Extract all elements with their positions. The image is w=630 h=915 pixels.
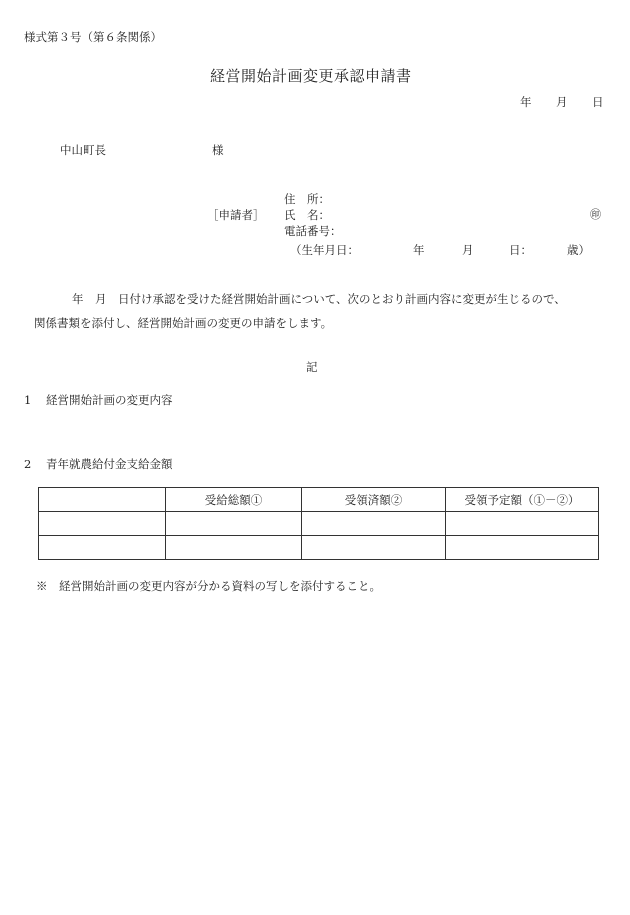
table-row (39, 512, 599, 536)
table-header-cell: 受給総額① (166, 488, 302, 512)
body-text-line2: 関係書類を添付し、経営開始計画の変更の申請をします。 (34, 316, 333, 330)
table-cell (446, 512, 599, 536)
birth-month: 月 (462, 243, 474, 257)
date-year-label: 年 (520, 95, 532, 109)
birth-year: 年 (413, 243, 425, 257)
addressee-honorific: 様 (212, 143, 224, 157)
date-day-label: 日 (592, 95, 604, 109)
table-cell (446, 536, 599, 560)
name-label: 氏 名： (284, 208, 330, 222)
table-cell (39, 536, 166, 560)
payment-table (38, 487, 599, 560)
table-cell (166, 512, 302, 536)
table-cell (302, 512, 446, 536)
table-row (39, 536, 599, 560)
date-month-label: 月 (556, 95, 568, 109)
table-cell (166, 536, 302, 560)
birth-prefix: （生年月日： (290, 243, 359, 257)
page-title: 経営開始計画変更承認申請書 (210, 67, 412, 85)
section2-title: 青年就農給付金支給金額 (46, 457, 173, 471)
record-heading: 記 (306, 360, 318, 374)
seal-mark: ㊞ (590, 208, 601, 221)
table-header-row (39, 488, 599, 512)
addressee-name: 中山町長 (60, 143, 106, 157)
body-text-line1: 年 月 日付け承認を受けた経営開始計画について、次のとおり計画内容に変更が生じるので、 (72, 292, 566, 306)
phone-label: 電話番号： (284, 224, 342, 238)
table-header-cell: 受領予定額（①－②） (446, 488, 599, 512)
address-label: 住 所： (284, 192, 330, 206)
section1-title: 経営開始計画の変更内容 (46, 393, 173, 407)
birth-day: 日： (509, 243, 532, 257)
attachment-note: ※ 経営開始計画の変更内容が分かる資料の写しを添付すること。 (36, 579, 381, 593)
table-header-cell (39, 488, 166, 512)
applicant-label: ［申請者］ (207, 208, 265, 222)
table-cell (302, 536, 446, 560)
section1-number: 1 (24, 393, 32, 407)
table-header-cell: 受領済額② (302, 488, 446, 512)
form-number: 様式第３号（第６条関係） (24, 30, 162, 44)
table-cell (39, 512, 166, 536)
section2-number: 2 (24, 457, 32, 471)
birth-age: 歳） (567, 243, 590, 257)
